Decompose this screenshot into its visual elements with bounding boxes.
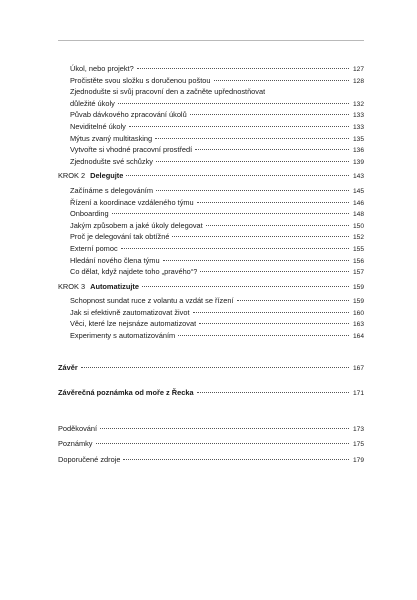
toc-entry-page: 136 [352,147,364,155]
leader-dots [172,235,349,237]
toc-entry-page: 128 [352,77,364,85]
toc-entry-page: 171 [352,390,364,398]
toc-notes[interactable] [58,438,364,450]
leader-dots [199,322,349,324]
toc-entry-page: 143 [352,173,364,181]
leader-dots [81,366,349,368]
toc-entry-page: 150 [352,222,364,230]
toc-entry[interactable] [58,208,364,220]
toc-entry-page: 179 [352,457,364,465]
toc-entry-label: Řízení a koordinace vzdáleného týmu [70,197,194,207]
toc-entry-label: Jakým způsobem a jaké úkoly delegovat [70,220,203,230]
leader-dots [123,458,349,460]
spacer [58,342,364,362]
toc-entry-page: 133 [352,123,364,131]
toc-entry-page: 157 [352,269,364,277]
step-heading [58,170,123,182]
step-title: Automatizujte [90,281,139,291]
leader-dots [197,391,349,393]
leader-dots [96,442,349,444]
toc-entry-page: 133 [352,112,364,120]
toc-conclusion[interactable] [58,362,364,374]
toc-entry-page: 163 [352,321,364,329]
toc-entry-page: 148 [352,211,364,219]
toc-entry[interactable] [58,330,364,342]
leader-dots [200,270,349,272]
toc-entry-page: 139 [352,158,364,166]
toc-entry-page: 173 [352,425,364,433]
leader-dots [100,427,349,429]
toc-entry[interactable] [58,307,364,319]
toc-entry-continuation[interactable] [58,98,364,110]
toc-entry-label: Závěr [58,362,78,372]
toc-entry[interactable] [58,295,364,307]
toc-entry-label: Poděkování [58,423,98,433]
leader-dots [112,212,349,214]
leader-dots [214,79,349,81]
toc-entry[interactable] [58,133,364,145]
table-of-contents [58,63,364,466]
toc-entry[interactable] [58,86,364,98]
toc-acknowledgements[interactable] [58,423,364,435]
leader-dots [126,174,349,176]
leader-dots [129,125,349,127]
spacer [58,399,364,419]
leader-dots [197,201,349,203]
toc-entry-label: Neviditelné úkoly [70,121,126,131]
toc-entry-page: 146 [352,199,364,207]
toc-entry[interactable] [58,197,364,209]
toc-entry[interactable] [58,255,364,267]
toc-entry-label: Poznámky [58,439,93,449]
leader-dots [193,311,349,313]
toc-entry[interactable] [58,231,364,243]
header-rule [58,40,364,41]
toc-entry-label: Závěrečná poznámka od moře z Řecka [58,388,194,398]
toc-entry-label: Doporučené zdroje [58,455,121,465]
toc-entry[interactable] [58,156,364,168]
leader-dots [137,67,349,69]
leader-dots [155,137,349,139]
toc-entry-label: Vytvořte si vhodné pracovní prostředí [70,145,193,155]
step-number: KROK 2 [58,171,86,181]
step-title: Delegujte [90,171,124,181]
toc-entry[interactable] [58,266,364,278]
toc-step-automate[interactable] [58,281,364,293]
toc-entry-label: Úkol, nebo projekt? [70,64,134,73]
leader-dots [121,247,349,249]
toc-entry-page: 156 [352,257,364,265]
toc-entry-label: Experimenty s automatizováním [70,331,176,341]
toc-entry-page: 175 [352,441,364,449]
toc-entry[interactable] [58,109,364,121]
leader-dots [142,285,349,287]
toc-entry-label: Schopnost sundat ruce z volantu a vzdát se řízení [70,296,234,306]
toc-entry[interactable] [58,144,364,156]
toc-step-delegate[interactable] [58,170,364,182]
leader-dots [190,113,349,115]
toc-entry-page: 145 [352,187,364,195]
toc-closing-note[interactable] [58,387,364,399]
step-number: KROK 3 [58,281,86,291]
leader-dots [195,148,349,150]
toc-entry-page: 152 [352,234,364,242]
leader-dots [118,102,349,104]
toc-entry[interactable] [58,121,364,133]
toc-entry-label: Půvab dávkového zpracování úkolů [70,110,187,120]
leader-dots [163,259,349,261]
toc-entry-label: Zjednodušte si svůj pracovní den a začněte upřednostňovat [70,87,266,97]
leader-dots [237,299,349,301]
toc-entry-page: 155 [352,245,364,253]
toc-entry-label: Externí pomoc [70,243,118,253]
toc-entry-label: Hledání nového člena týmu [70,255,160,265]
toc-entry[interactable] [58,220,364,232]
toc-entry[interactable] [58,243,364,255]
toc-entry-page: 159 [352,283,364,291]
toc-entry-label: Zjednodušte své schůzky [70,156,153,166]
toc-entry-page: 159 [352,298,364,306]
leader-dots [156,160,349,162]
toc-entry-page: 160 [352,309,364,317]
leader-dots [178,334,349,336]
toc-entry-label: Co dělat, když najdete toho „pravého“? [70,267,198,277]
toc-entry-page: 167 [352,364,364,372]
spacer [58,373,364,387]
toc-recommended-sources[interactable] [58,454,364,466]
leader-dots [156,189,349,191]
toc-entry-label: důležité úkoly [70,98,115,108]
toc-entry-page: 164 [352,333,364,341]
step-heading [58,281,139,293]
toc-entry-page: 135 [352,135,364,143]
toc-entry[interactable] [58,185,364,197]
toc-entry[interactable] [58,75,364,87]
toc-entry-label: Začínáme s delegováním [70,185,153,195]
toc-entry[interactable] [58,63,364,75]
toc-entry-page: 132 [352,100,364,108]
leader-dots [206,224,349,226]
toc-entry-page: 127 [352,66,364,73]
toc-entry-label: Jak si efektivně zautomatizovat život [70,307,190,317]
toc-entry[interactable] [58,318,364,330]
toc-entry-label: Pročistěte svou složku s doručenou poštou [70,75,211,85]
toc-entry-label: Věci, které lze nejsnáze automatizovat [70,319,197,329]
toc-entry-label: Mýtus zvaný multitasking [70,133,153,143]
toc-entry-label: Proč je delegování tak obtížné [70,232,170,242]
toc-entry-label: Onboarding [70,209,109,219]
